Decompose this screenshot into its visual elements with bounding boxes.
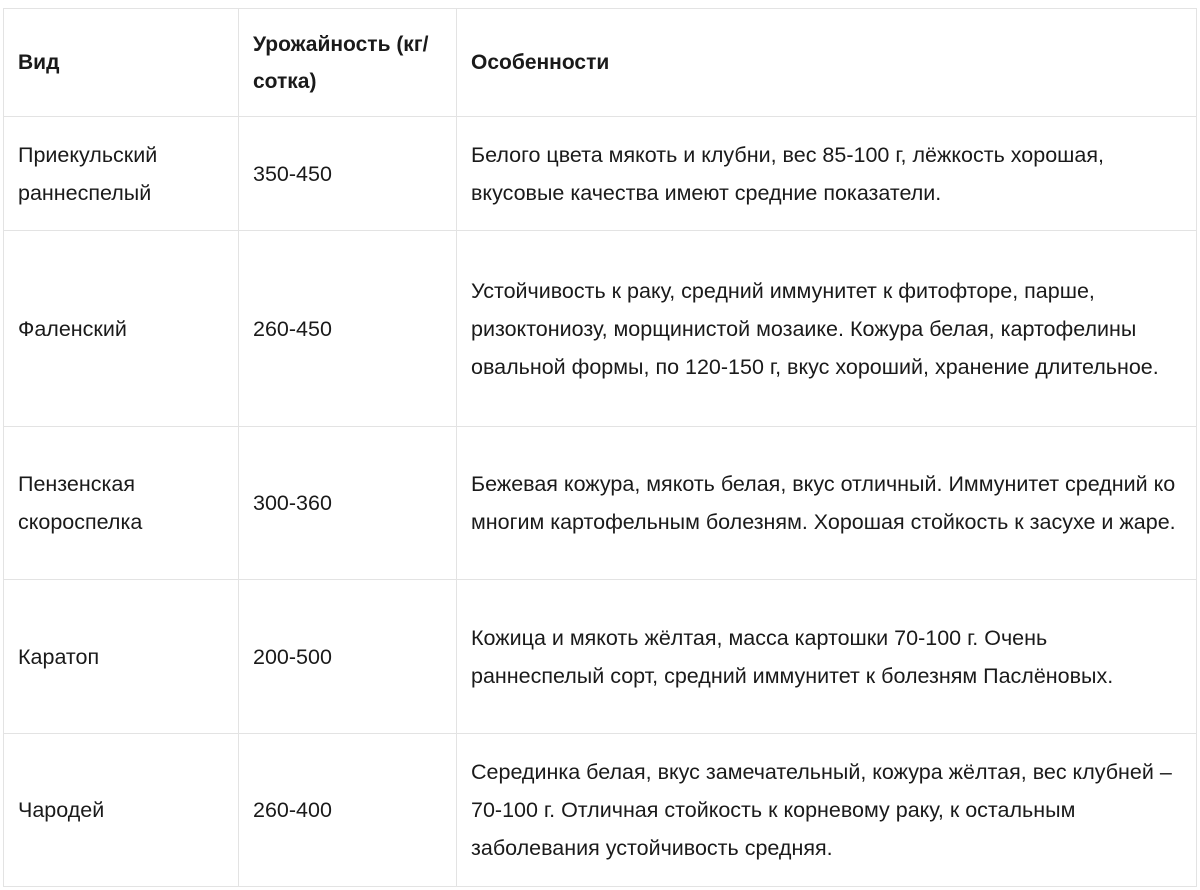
cell-yield: 260-400	[239, 734, 457, 887]
cell-yield: 260-450	[239, 231, 457, 427]
cell-yield: 350-450	[239, 117, 457, 231]
table-row	[4, 580, 1197, 734]
table-row	[4, 231, 1197, 427]
cell-variety: Чародей	[4, 734, 239, 887]
cell-features: Бежевая кожура, мякоть белая, вкус отличный. Иммунитет средний ко многим картофельным болезням. Хорошая стойкость к засухе и жаре.	[457, 427, 1197, 580]
table-row	[4, 427, 1197, 580]
cell-variety: Пензенская скороспелка	[4, 427, 239, 580]
cell-variety: Приекульский раннеспелый	[4, 117, 239, 231]
header-variety: Вид	[4, 9, 239, 117]
cell-yield: 200-500	[239, 580, 457, 734]
header-yield: Урожайность (кг/сотка)	[239, 9, 457, 117]
table-header-row	[4, 9, 1197, 117]
cell-variety: Каратоп	[4, 580, 239, 734]
cell-features: Белого цвета мякоть и клубни, вес 85-100 г, лёжкость хорошая, вкусовые качества имеют средние показатели.	[457, 117, 1197, 231]
cell-yield: 300-360	[239, 427, 457, 580]
cell-variety: Фаленский	[4, 231, 239, 427]
header-features: Особенности	[457, 9, 1197, 117]
cell-features: Серединка белая, вкус замечательный, кожура жёлтая, вес клубней – 70-100 г. Отличная стойкость к корневому раку, к остальным заболевания устойчивость средняя.	[457, 734, 1197, 887]
table-row	[4, 117, 1197, 231]
cell-features: Кожица и мякоть жёлтая, масса картошки 70-100 г. Очень раннеспелый сорт, средний иммунитет к болезням Паслёновых.	[457, 580, 1197, 734]
potato-varieties-table	[3, 8, 1197, 887]
cell-features: Устойчивость к раку, средний иммунитет к фитофторе, парше, ризоктониозу, морщинистой мозаике. Кожура белая, картофелины овальной формы, по 120-150 г, вкус хороший, хранение длительное.	[457, 231, 1197, 427]
table-row	[4, 734, 1197, 887]
